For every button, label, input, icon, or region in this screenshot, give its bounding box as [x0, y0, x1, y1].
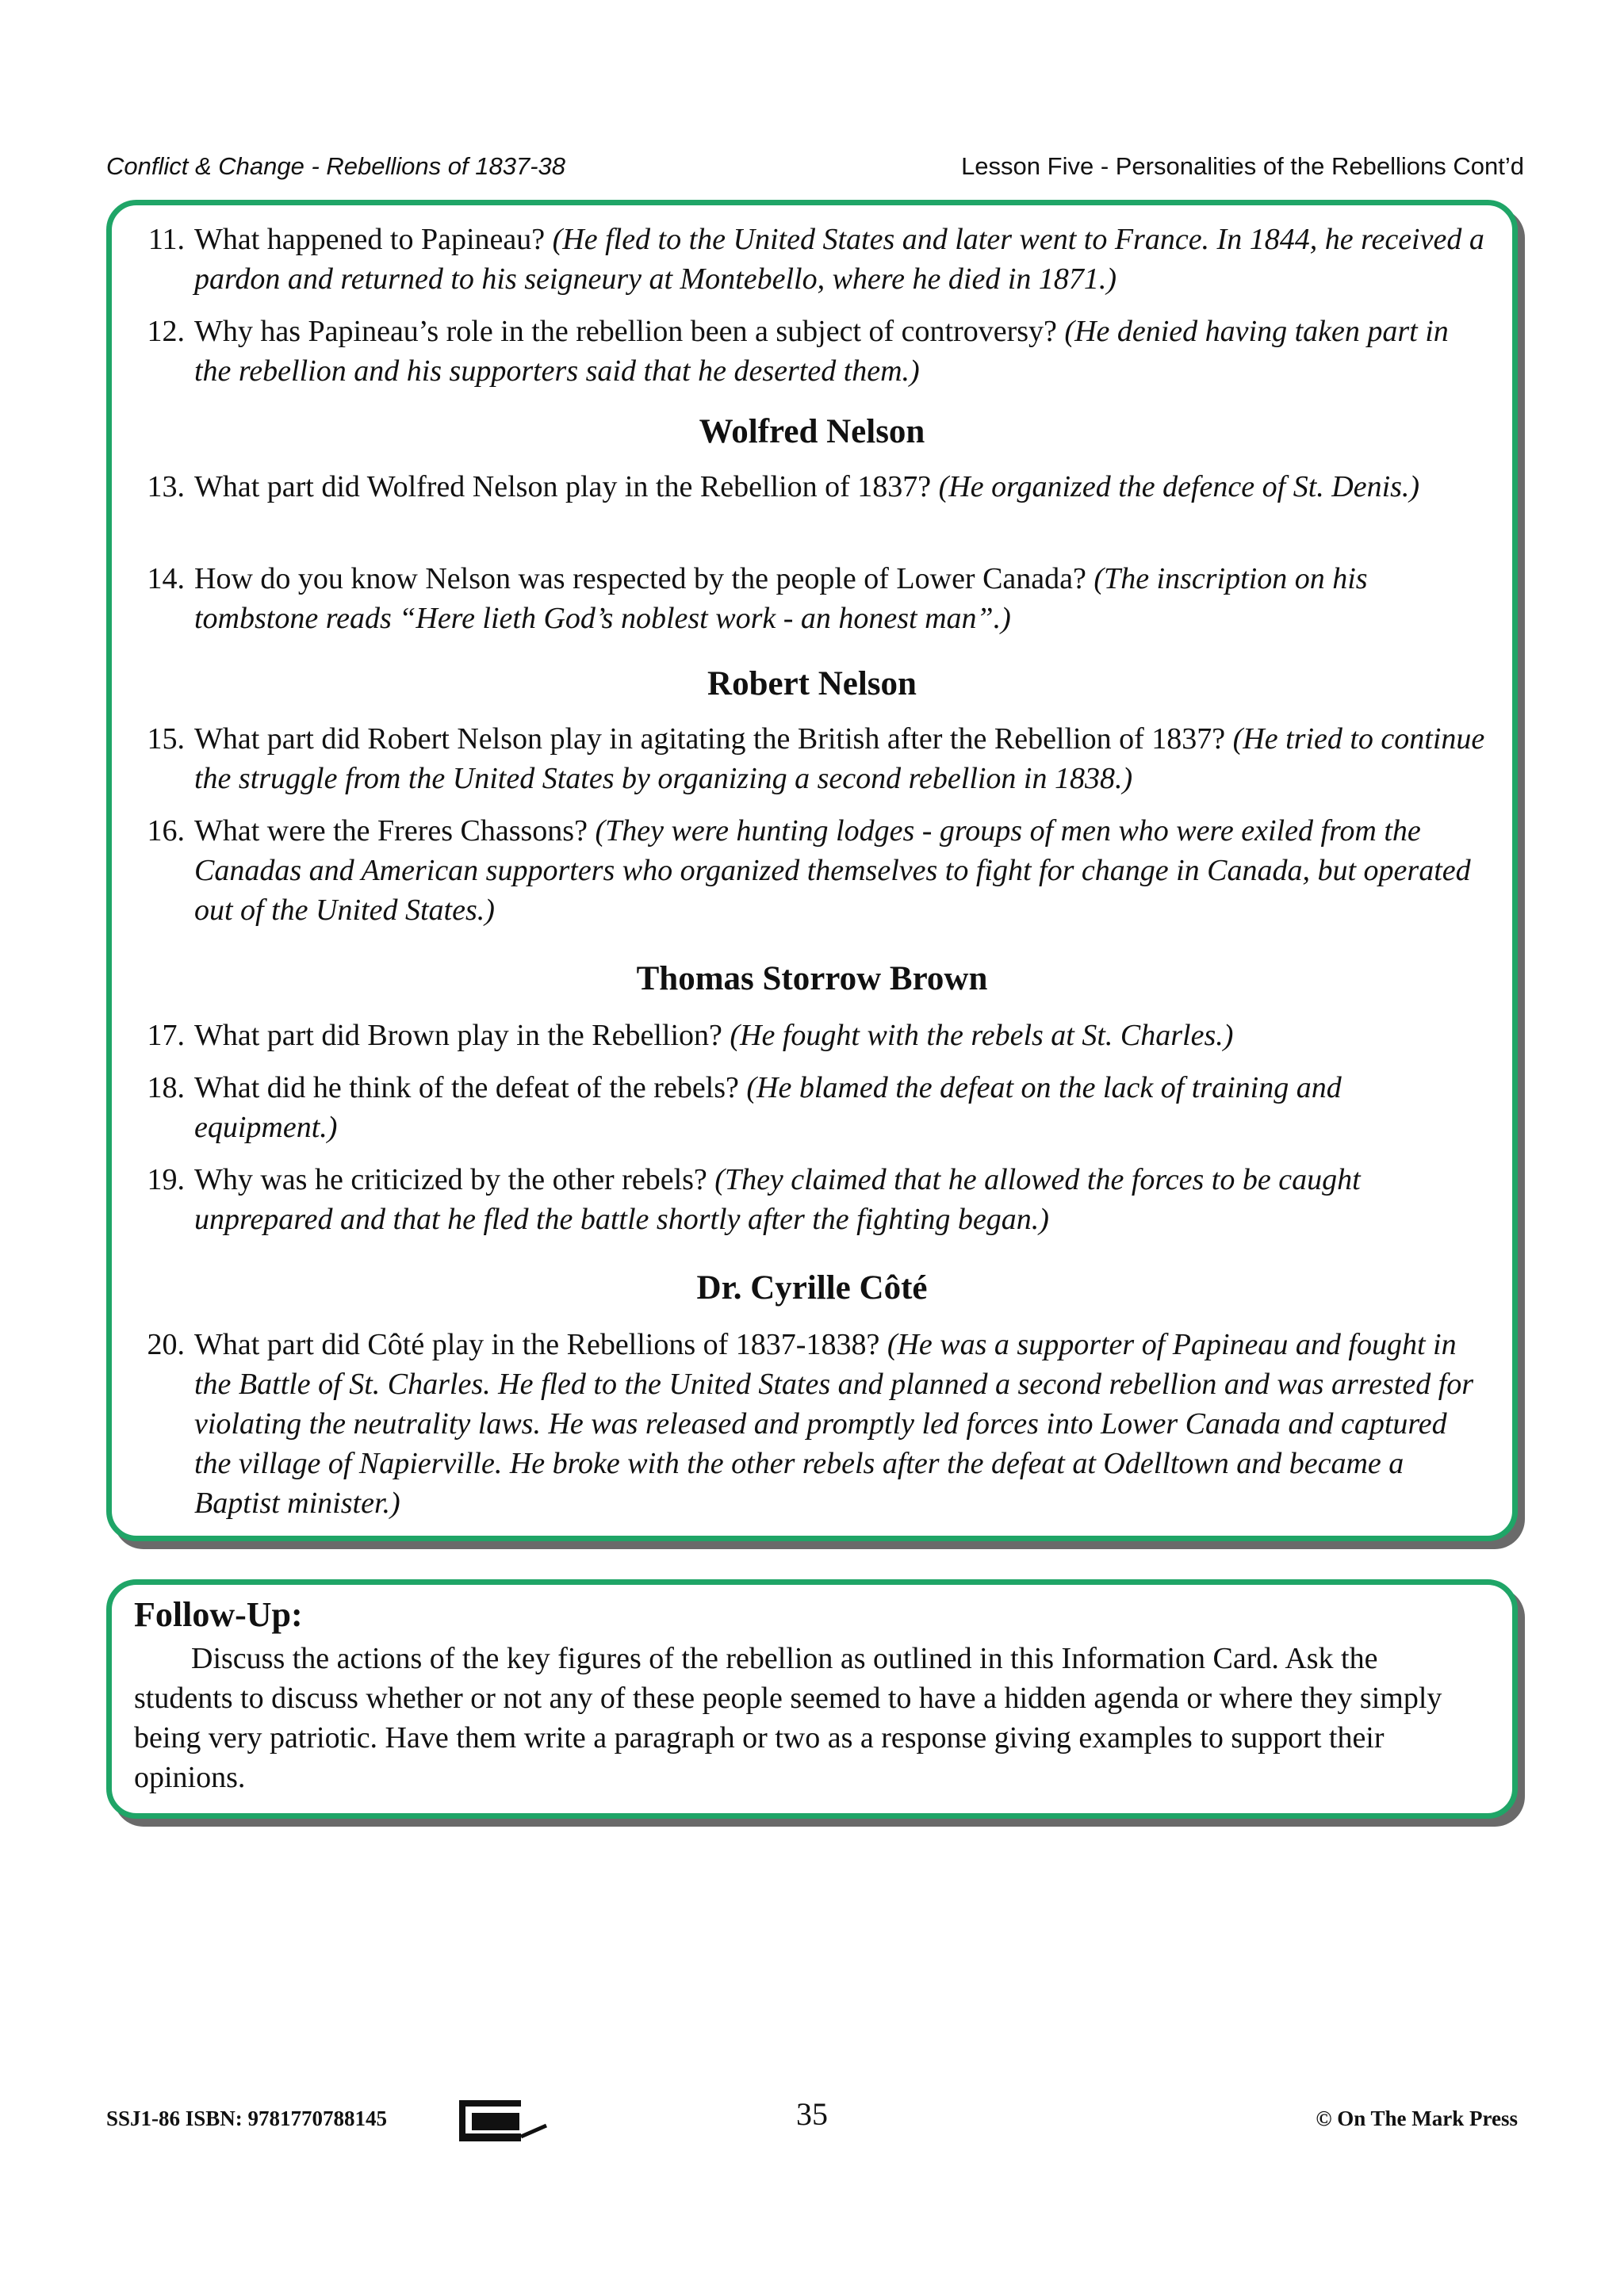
question-text: What did he think of the defeat of the rebels? [194, 1071, 739, 1104]
page-footer [106, 2095, 1518, 2143]
question-13 [137, 467, 1490, 507]
answer-text: (He denied having taken part in the rebellion and his supporters said that he deserted them.) [194, 315, 1449, 388]
question-18 [137, 1068, 1490, 1147]
question-20 [137, 1325, 1490, 1523]
page-number: 35 [796, 2096, 828, 2132]
answer-card [106, 200, 1518, 1541]
question-12 [137, 312, 1490, 391]
question-17 [137, 1016, 1490, 1055]
question-14 [137, 559, 1490, 638]
question-text: How do you know Nelson was respected by the people of Lower Canada? [194, 562, 1086, 595]
follow-up-card [106, 1579, 1518, 1819]
answer-text: (He fled to the United States and later went to France. In 1844, he received a pardon and returned to his seigneury at Montebello, where he died in 1871.) [194, 223, 1484, 296]
copyright: © On The Mark Press [1316, 2107, 1518, 2130]
question-number: 14. [147, 562, 185, 595]
question-16 [137, 811, 1490, 930]
question-number: 19. [147, 1163, 185, 1196]
question-text: Why was he criticized by the other rebels? [194, 1163, 707, 1196]
question-15 [137, 719, 1490, 798]
section-heading-cyrille-cote: Dr. Cyrille Côté [696, 1269, 928, 1307]
follow-up-title: Follow-Up: [134, 1595, 303, 1634]
question-text: What part did Brown play in the Rebellion? [194, 1019, 722, 1052]
question-number: 16. [147, 814, 185, 848]
header-course-title: Conflict & Change - Rebellions of 1837-38 [106, 152, 566, 180]
section-heading-robert-nelson: Robert Nelson [707, 665, 917, 702]
question-number: 18. [147, 1071, 185, 1104]
header-lesson-title: Lesson Five - Personalities of the Rebellions Cont’d [961, 152, 1524, 180]
answer-text: (The inscription on his tombstone reads “Here lieth God’s noblest work - an honest man”.) [194, 562, 1368, 635]
question-text: What were the Freres Chassons? [194, 814, 588, 848]
answer-text: (He was a supporter of Papineau and fought in the Battle of St. Charles. He fled to the United States and planned a second rebellion and was arrested for violating the neutrality laws. He was released and promptly led forces into Lower Canada and captured the village of Napierville. He broke with the other rebels after the defeat at Odelltown and became a Baptist minister.) [194, 1328, 1474, 1520]
answer-text: (They claimed that he allowed the forces to be caught unprepared and that he fled the battle shortly after the fighting began.) [194, 1163, 1361, 1236]
answer-text: (He tried to continue the struggle from the United States by organizing a second rebellion in 1838.) [194, 722, 1485, 795]
question-number: 12. [147, 315, 185, 348]
question-text: What happened to Papineau? [194, 223, 546, 256]
section-heading-wolfred-nelson: Wolfred Nelson [699, 413, 925, 450]
question-number: 13. [147, 470, 185, 503]
question-text: Why has Papineau’s role in the rebellion been a subject of controversy? [194, 315, 1057, 348]
question-text: What part did Robert Nelson play in agitating the British after the Rebellion of 1837? [194, 722, 1226, 756]
question-number: 11. [147, 223, 185, 256]
section-heading-thomas-storrow-brown: Thomas Storrow Brown [636, 960, 988, 997]
answer-text: (He organized the defence of St. Denis.) [938, 470, 1420, 503]
page-header [106, 152, 1524, 187]
answer-text: (He blamed the defeat on the lack of training and equipment.) [194, 1071, 1342, 1144]
question-number: 17. [147, 1019, 185, 1052]
question-text: What part did Côté play in the Rebellions of 1837-1838? [194, 1328, 880, 1361]
answer-text: (He fought with the rebels at St. Charles.) [730, 1019, 1234, 1052]
question-number: 20. [147, 1328, 185, 1361]
answer-text: (They were hunting lodges - groups of men who were exiled from the Canadas and American supporters who organized themselves to fight for change in Canada, but operated out of the United States.) [194, 814, 1471, 927]
follow-up-text: Discuss the actions of the key figures of the rebellion as outlined in this Information Card. Ask the students to discuss whether or not any of these people seemed to have a hidden agenda or where they simply being very patriotic. Have them write a paragraph or two as a response giving examples to support their opinions. [134, 1642, 1442, 1794]
question-text: What part did Wolfred Nelson play in the Rebellion of 1837? [194, 470, 932, 503]
question-19 [137, 1160, 1490, 1239]
isbn-code: SSJ1-86 ISBN: 9781770788145 [106, 2107, 388, 2130]
question-11 [137, 220, 1490, 299]
question-number: 15. [147, 722, 185, 756]
